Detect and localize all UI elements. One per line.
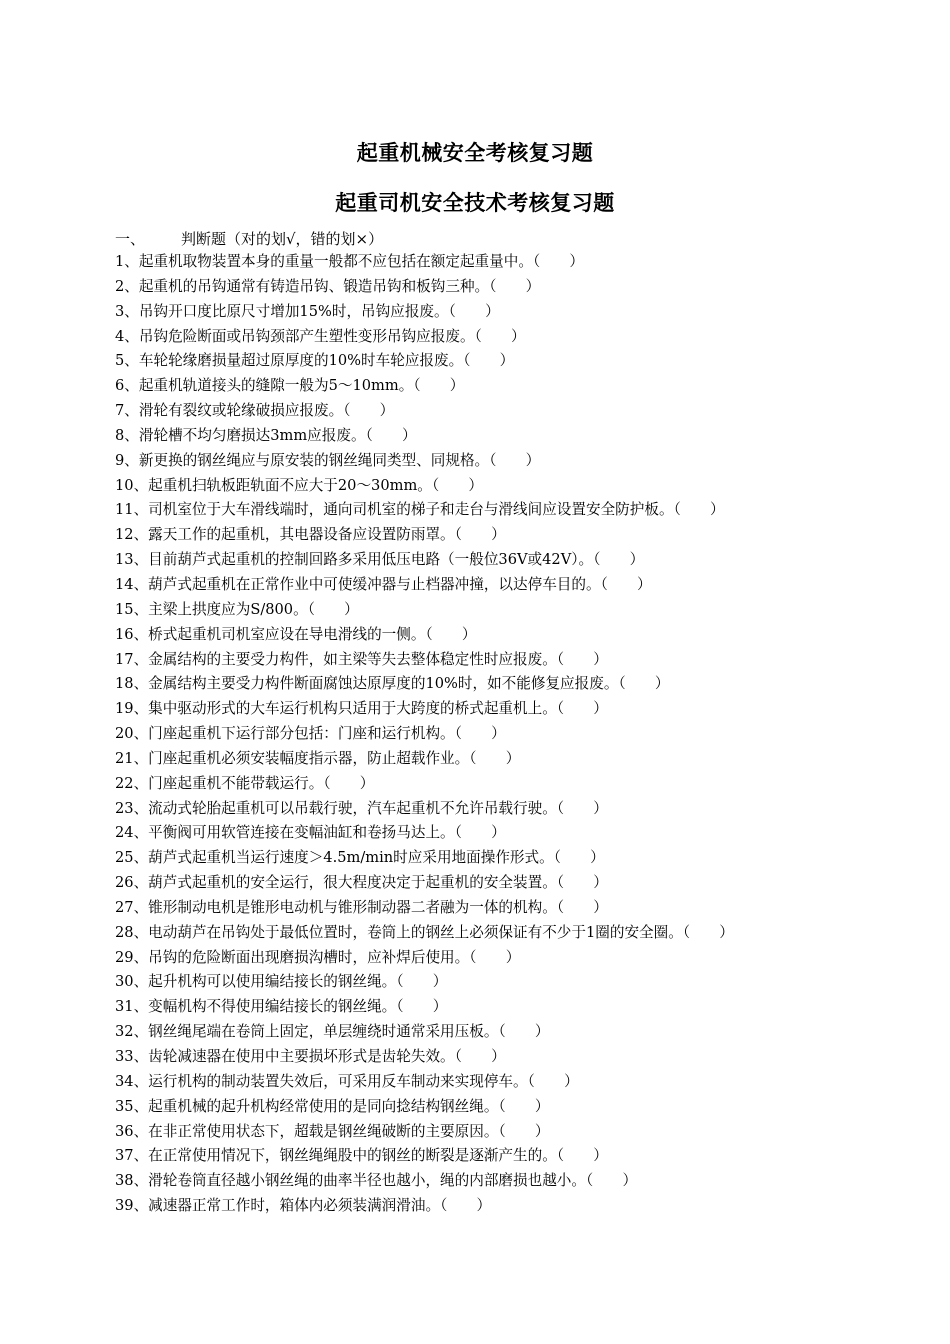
question-item: 15、主梁上拱度应为S/800。（ ） xyxy=(115,600,359,618)
question-item: 6、起重机轨道接头的缝隙一般为5～10mm。（ ） xyxy=(115,377,465,395)
document-title: 起重机械安全考核复习题 xyxy=(356,140,594,165)
question-item: 13、目前葫芦式起重机的控制回路多采用低压电路（一般位36V或42V）。（ ） xyxy=(115,551,645,569)
document-subtitle: 起重司机安全技术考核复习题 xyxy=(335,190,615,215)
question-item: 1、起重机取物装置本身的重量一般都不应包括在额定起重量中。（ ） xyxy=(115,253,584,270)
question-item: 20、门座起重机下运行部分包括：门座和运行机构。（ ） xyxy=(115,725,506,743)
question-item: 14、葫芦式起重机在正常作业中可使缓冲器与止档器冲撞，以达停车目的。（ ） xyxy=(115,575,652,593)
question-item: 38、滑轮卷筒直径越小钢丝绳的曲率半径也越小，绳的内部磨损也越小。（ ） xyxy=(115,1172,638,1190)
question-item: 12、露天工作的起重机，其电器设备应设置防雨罩。（ ） xyxy=(115,526,506,544)
question-item: 2、起重机的吊钩通常有铸造吊钩、锻造吊钩和板钩三种。（ ） xyxy=(115,277,541,295)
question-item: 7、滑轮有裂纹或轮缘破损应报废。（ ） xyxy=(115,402,395,420)
section-heading xyxy=(115,228,383,249)
question-item: 18、金属结构主要受力构件断面腐蚀达原厚度的10%时，如不能修复应报废。（ ） xyxy=(115,675,670,693)
section-title: 判断题（对的划√，错的划×） xyxy=(181,230,384,248)
section-number: 一、 xyxy=(115,230,146,248)
question-item: 31、变幅机构不得使用编结接长的钢丝绳。（ ） xyxy=(115,998,448,1016)
question-item: 4、吊钩危险断面或吊钩颈部产生塑性变形吊钩应报废。（ ） xyxy=(115,327,526,345)
question-item: 35、起重机械的起升机构经常使用的是同向捻结构钢丝绳。（ ） xyxy=(115,1097,550,1115)
question-item: 32、钢丝绳尾端在卷筒上固定，单层缠绕时通常采用压板。（ ） xyxy=(115,1023,550,1041)
question-item: 22、门座起重机不能带载运行。（ ） xyxy=(115,774,375,792)
question-item: 36、在非正常使用状态下，超载是钢丝绳破断的主要原因。（ ） xyxy=(115,1122,550,1140)
question-item: 3、吊钩开口度比原尺寸增加15%时，吊钩应报废。（ ） xyxy=(115,302,500,320)
question-list xyxy=(115,252,915,1221)
question-item: 16、桥式起重机司机室应设在导电滑线的一侧。（ ） xyxy=(115,625,477,643)
question-item: 11、司机室位于大车滑线端时，通向司机室的梯子和走台与滑线间应设置安全防护板。（ ） xyxy=(115,501,725,519)
question-item: 5、车轮轮缘磨损量超过原厚度的10%时车轮应报废。（ ） xyxy=(115,352,515,370)
question-item: 27、锥形制动电机是锥形电动机与锥形制动器二者融为一体的机构。（ ） xyxy=(115,898,608,916)
question-item: 39、减速器正常工作时，箱体内必须装满润滑油。（ ） xyxy=(115,1197,492,1215)
question-item: 21、门座起重机必须安装幅度指示器，防止超载作业。（ ） xyxy=(115,749,521,767)
question-item: 30、起升机构可以使用编结接长的钢丝绳。（ ） xyxy=(115,973,448,991)
question-item: 10、起重机扫轨板距轨面不应大于20～30mm。（ ） xyxy=(115,476,483,494)
question-item: 25、葫芦式起重机当运行速度＞4.5m/min时应采用地面操作形式。（ ） xyxy=(115,849,605,867)
question-item: 29、吊钩的危险断面出现磨损沟槽时，应补焊后使用。（ ） xyxy=(115,948,521,966)
question-item: 34、运行机构的制动装置失效后，可采用反车制动来实现停车。（ ） xyxy=(115,1072,579,1090)
question-item: 33、齿轮减速器在使用中主要损坏形式是齿轮失效。（ ） xyxy=(115,1048,506,1065)
question-item: 24、平衡阀可用软管连接在变幅油缸和卷扬马达上。（ ） xyxy=(115,824,506,842)
question-item: 17、金属结构的主要受力构件，如主梁等失去整体稳定性时应报废。（ ） xyxy=(115,650,608,668)
question-item: 8、滑轮槽不均匀磨损达3mm应报废。（ ） xyxy=(115,426,417,444)
question-item: 37、在正常使用情况下，钢丝绳绳股中的钢丝的断裂是逐渐产生的。（ ） xyxy=(115,1147,608,1165)
question-item: 28、电动葫芦在吊钩处于最低位置时，卷筒上的钢丝上必须保证有不少于1圈的安全圈。（ ） xyxy=(115,923,734,941)
question-item: 19、集中驱动形式的大车运行机构只适用于大跨度的桥式起重机上。（ ） xyxy=(115,700,608,718)
question-item: 9、新更换的钢丝绳应与原安装的钢丝绳同类型、同规格。（ ） xyxy=(115,451,541,469)
question-item: 26、葫芦式起重机的安全运行，很大程度决定于起重机的安全装置。（ ） xyxy=(115,874,608,892)
question-item: 23、流动式轮胎起重机可以吊载行驶，汽车起重机不允许吊载行驶。（ ） xyxy=(115,799,608,817)
